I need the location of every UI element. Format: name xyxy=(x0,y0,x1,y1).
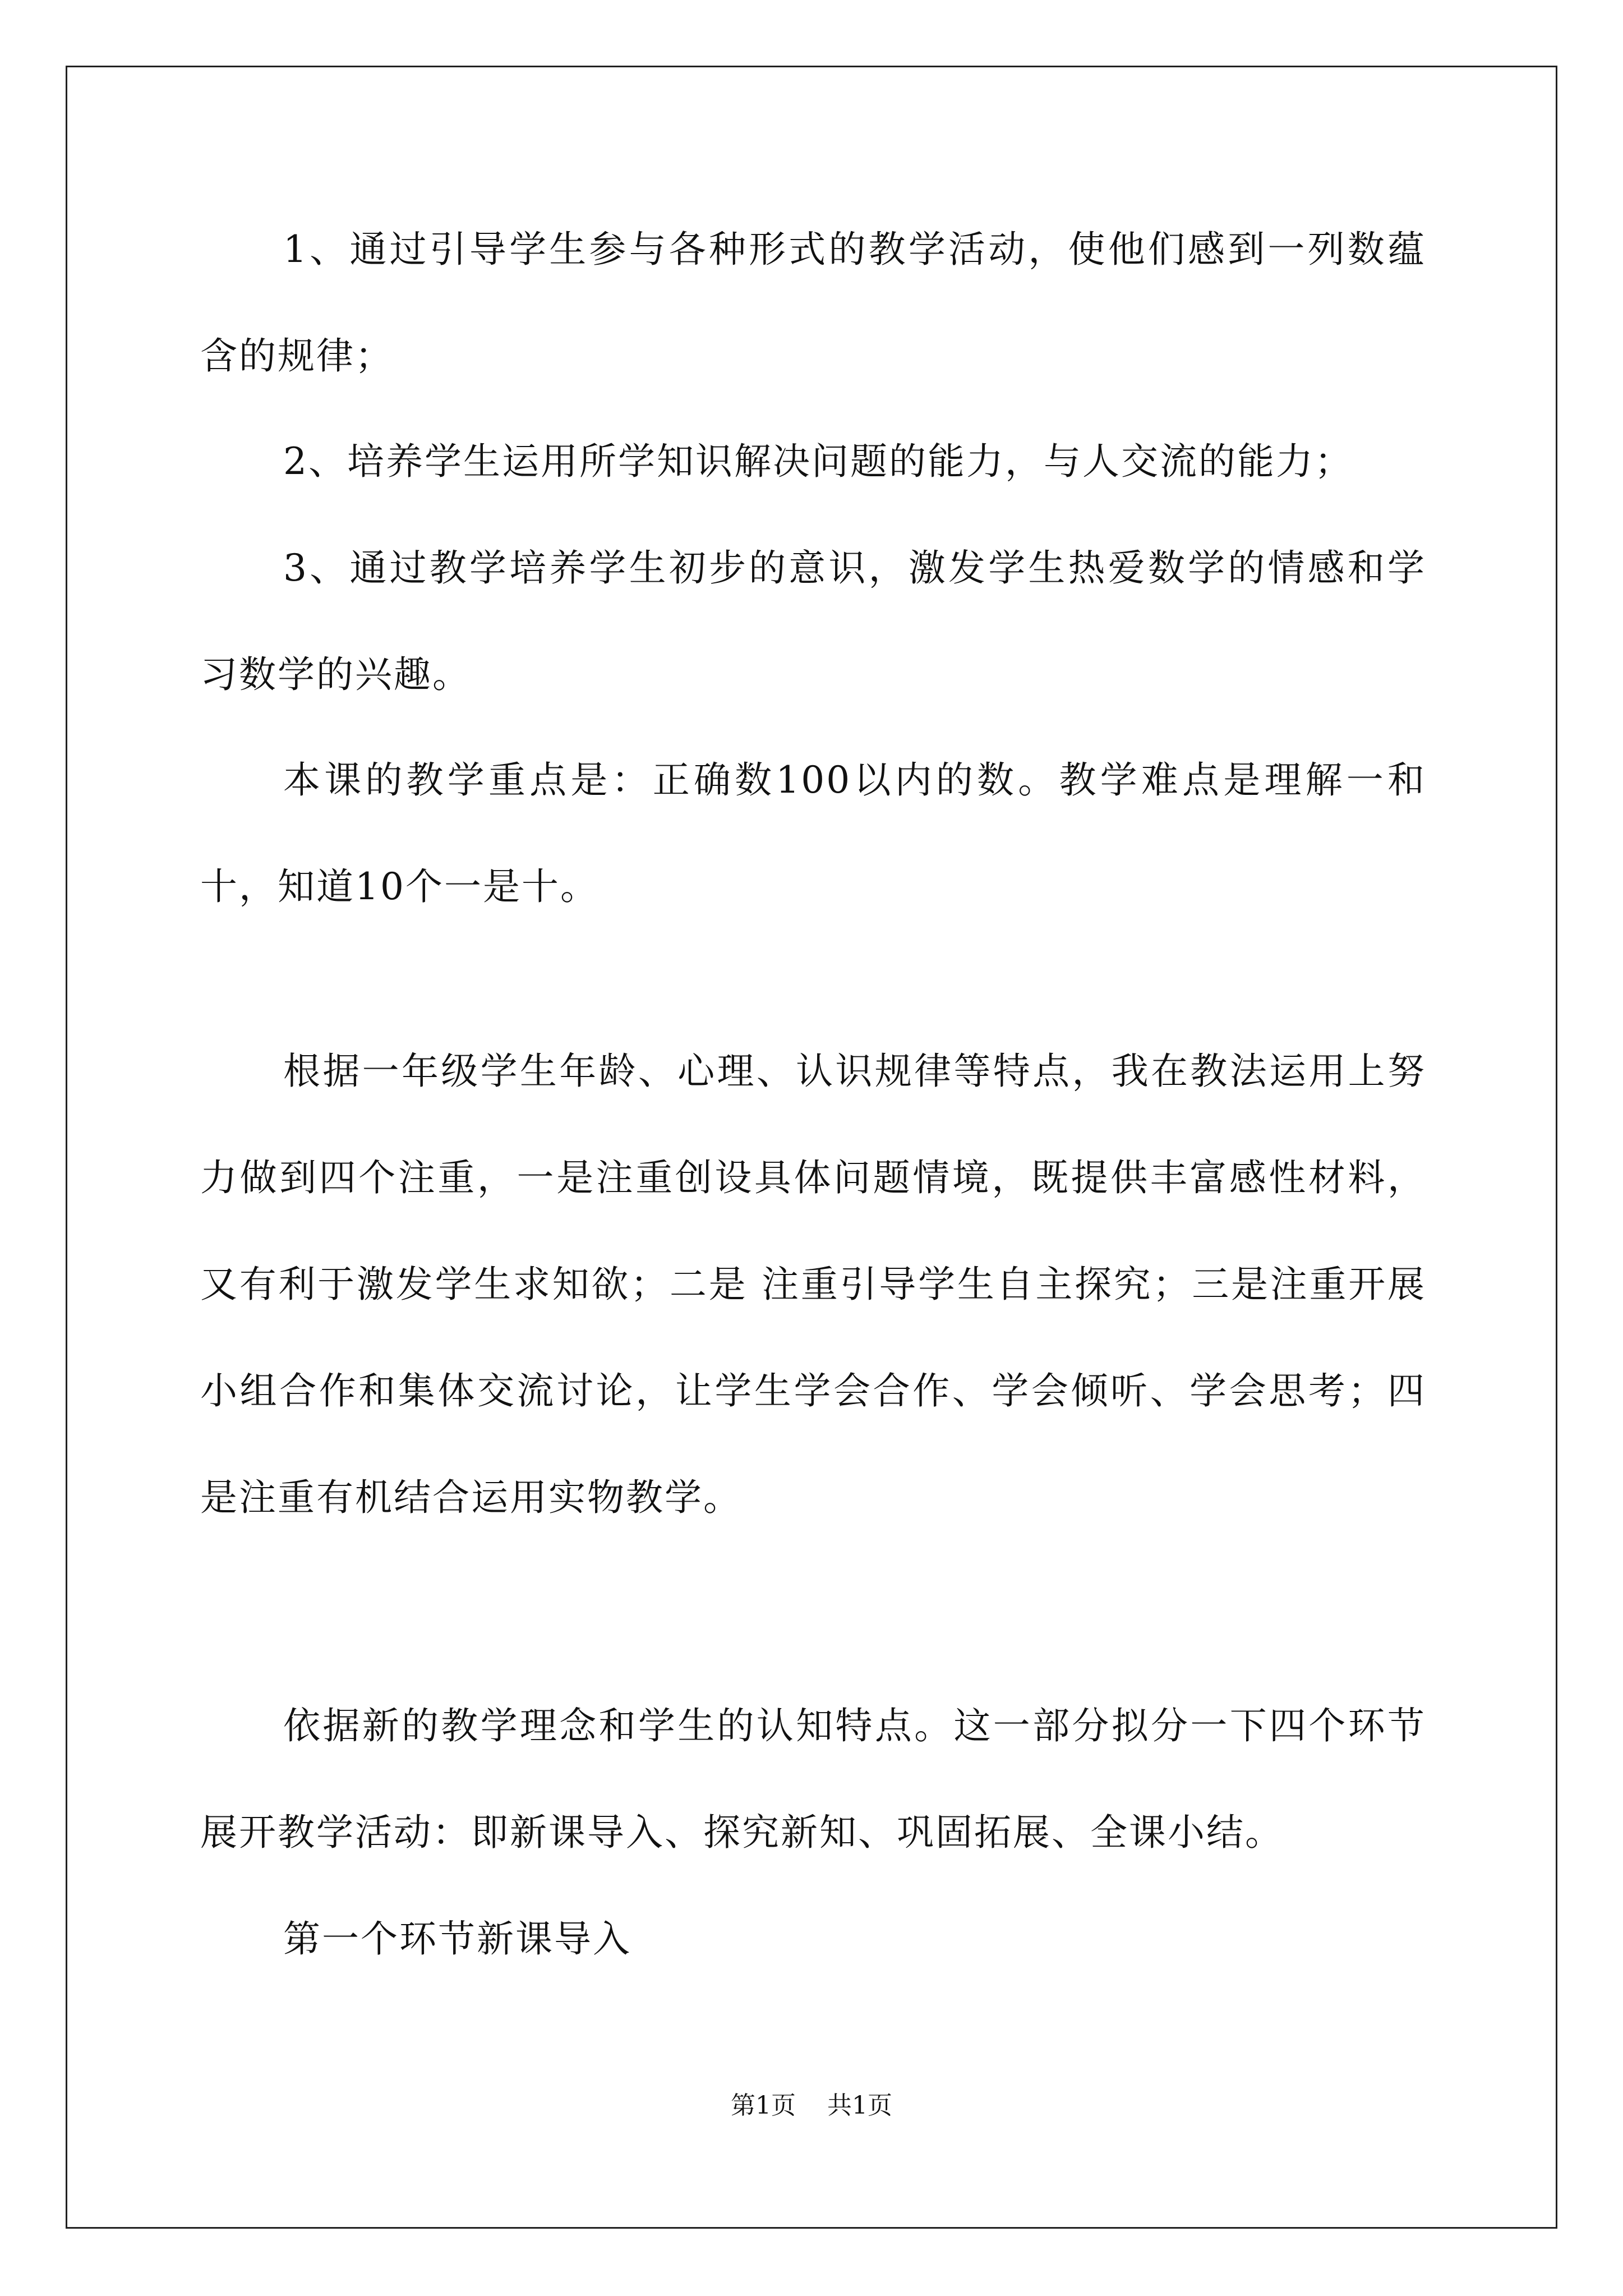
page-footer xyxy=(0,2089,1623,2123)
page-number-current: 第1页 xyxy=(731,2091,796,2120)
paragraph-teaching-method: 根据一年级学生年龄、心理、认识规律等特点，我在教法运用上努力做到四个注重，一是注重创设具体问题情境，既提供丰富感性材料，又有利于激发学生求知欲；二是 注重引导学生自主探究；三是注重开展小组合作和集体交流讨论，让学生学会合作、学会倾听、学会思考；四是注重有机结合运用实物教学。 xyxy=(200,1050,1426,1519)
paragraph-objective-1: 1、通过引导学生参与各种形式的教学活动，使他们感到一列数蕴含的规律； xyxy=(200,228,1426,378)
page-number-total: 共1页 xyxy=(827,2091,892,2120)
paragraph-key-points: 本课的教学重点是：正确数100以内的数。教学难点是理解一和十，知道10个一是十。 xyxy=(200,758,1426,908)
paragraph-objective-2: 2、培养学生运用所学知识解决问题的能力，与人交流的能力； xyxy=(283,440,1353,483)
paragraph-section-heading: 第一个环节新课导入 xyxy=(283,1917,631,1961)
paragraph-teaching-process: 依据新的教学理念和学生的认知特点。这一部分拟分一下四个环节展开教学活动：即新课导入、探究新知、巩固拓展、全课小结。 xyxy=(200,1704,1426,1854)
paragraph-objective-3: 3、通过教学培养学生初步的意识，激发学生热爱数学的情感和学习数学的兴趣。 xyxy=(200,546,1426,696)
